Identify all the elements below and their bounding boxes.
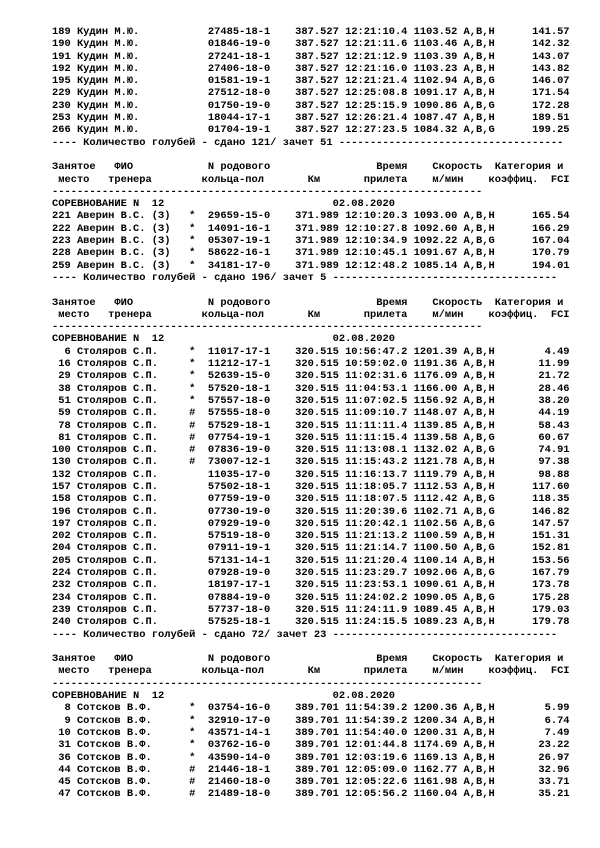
result-row: 45 Сотсков В.Ф. # 21460-18-0 389.701 12:05:22.6 1161.98 A,B,H 33.71 (52, 776, 570, 789)
result-row: 221 Аверин В.С. (З) * 29659-15-0 371.989 12:10:20.3 1093.00 A,B,H 165.54 (52, 210, 570, 223)
result-row: 132 Столяров С.П. 11035-17-0 320.515 11:16:13.7 1119.79 A,B,H 98.88 (52, 468, 570, 481)
result-row: 195 Кудин М.Ю. 01581-19-1 387.527 12:21:21.4 1102.94 A,B,G 146.07 (52, 75, 570, 88)
block-gap (52, 149, 570, 161)
result-row: 224 Столяров С.П. 07928-19-0 320.515 11:23:29.7 1092.06 A,B,G 167.79 (52, 567, 570, 580)
result-row: 228 Аверин В.С. (З) * 58622-16-1 371.989 12:10:45.1 1091.67 A,B,H 170.79 (52, 247, 570, 260)
result-row: 202 Столяров С.П. 57519-18-0 320.515 11:21:13.2 1100.59 A,B,H 151.31 (52, 530, 570, 543)
result-row: 36 Сотсков В.Ф. * 43590-14-0 389.701 12:03:19.6 1169.13 A,B,H 26.97 (52, 751, 570, 764)
result-row: 234 Столяров С.П. 07884-19-0 320.515 11:24:02.2 1090.05 A,B,G 175.28 (52, 591, 570, 604)
result-row: 16 Столяров С.П. * 11212-17-1 320.515 10:59:02.0 1191.36 A,B,H 11.99 (52, 358, 570, 371)
separator-line: --------------------------------------------------------------------- (52, 677, 483, 690)
separator-line: --------------------------------------------------------------------- (52, 185, 483, 198)
result-row: 240 Столяров С.П. 57525-18-1 320.515 11:24:15.5 1089.23 A,B,H 179.78 (52, 616, 570, 629)
result-row: 259 Аверин В.С. (З) * 34181-17-0 371.989 12:12:48.2 1085.14 A,B,H 194.01 (52, 259, 570, 272)
result-row: 44 Сотсков В.Ф. # 21446-18-1 389.701 12:05:09.0 1162.77 A,B,H 32.96 (52, 763, 570, 776)
result-row: 189 Кудин М.Ю. 27485-18-1 387.527 12:21:10.4 1103.52 A,B,H 141.57 (52, 26, 570, 38)
result-row: 192 Кудин М.Ю. 27406-18-0 387.527 12:21:16.0 1103.23 A,B,H 143.82 (52, 62, 570, 75)
result-row: 223 Аверин В.С. (З) * 05307-19-1 371.989 12:10:34.9 1092.22 A,B,G 167.04 (52, 235, 570, 248)
result-row: 158 Столяров С.П. 07759-19-0 320.515 11:18:07.5 1112.42 A,B,G 118.35 (52, 493, 570, 506)
pigeon-count-footer: ---- Количество голубей - сдано 121/ зачет 51 ------------------------------------ (52, 136, 564, 149)
result-row: 29 Столяров С.П. * 52639-15-0 320.515 11:02:31.6 1176.09 A,B,H 21.72 (52, 370, 570, 383)
result-row: 191 Кудин М.Ю. 27241-18-1 387.527 12:21:12.9 1103.39 A,B,H 143.07 (52, 50, 570, 63)
result-row: 81 Столяров С.П. # 07754-19-1 320.515 11:11:15.4 1139.58 A,B,G 60.67 (52, 431, 570, 444)
result-row: 47 Сотсков В.Ф. # 21489-18-0 389.701 12:05:56.2 1160.04 A,B,H 35.21 (52, 788, 570, 801)
result-row: 222 Аверин В.С. (З) * 14091-16-1 371.989 12:10:27.8 1092.60 A,B,H 166.29 (52, 222, 570, 235)
result-row: 196 Столяров С.П. 07730-19-0 320.515 11:20:39.6 1102.71 A,B,G 146.82 (52, 505, 570, 518)
result-row: 31 Сотсков В.Ф. * 03762-16-0 389.701 12:01:44.8 1174.69 A,B,H 23.22 (52, 739, 570, 752)
competition-title: СОРЕВНОВАНИЕ N 12 02.08.2020 (52, 333, 395, 346)
column-header-line-1: Занятое ФИО N родового Время Скорость Категория и (52, 161, 564, 174)
column-header-line-2: место тренера кольца-пол Км прилета м/мин коэффиц. FCI (52, 173, 570, 186)
result-row: 205 Столяров С.П. 57131-14-1 320.515 11:21:20.4 1100.14 A,B,H 153.56 (52, 554, 570, 567)
pigeon-count-footer: ---- Количество голубей - сдано 72/ зачет 23 ------------------------------------ (52, 628, 558, 641)
result-row: 157 Столяров С.П. 57502-18-1 320.515 11:18:05.7 1112.53 A,B,H 117.60 (52, 480, 570, 493)
result-row: 204 Столяров С.П. 07911-19-1 320.515 11:21:14.7 1100.50 A,B,G 152.81 (52, 542, 570, 555)
result-row: 6 Столяров С.П. * 11017-17-1 320.515 10:56:47.2 1201.39 A,B,H 4.49 (52, 345, 570, 358)
separator-line: --------------------------------------------------------------------- (52, 321, 483, 334)
result-row: 190 Кудин М.Ю. 01846-19-0 387.527 12:21:11.6 1103.46 A,B,H 142.32 (52, 38, 570, 51)
column-header-line-1: Занятое ФИО N родового Время Скорость Категория и (52, 653, 564, 666)
column-header-line-2: место тренера кольца-пол Км прилета м/мин коэффиц. FCI (52, 665, 570, 678)
result-row: 8 Сотсков В.Ф. * 03754-16-0 389.701 11:54:39.2 1200.36 A,B,H 5.99 (52, 702, 570, 715)
result-row: 232 Столяров С.П. 18197-17-1 320.515 11:23:53.1 1090.61 A,B,H 173.78 (52, 579, 570, 592)
result-row: 9 Сотсков В.Ф. * 32910-17-0 389.701 11:54:39.2 1200.34 A,B,H 6.74 (52, 714, 570, 727)
column-header-line-2: место тренера кольца-пол Км прилета м/мин коэффиц. FCI (52, 308, 570, 321)
result-row: 78 Столяров С.П. # 57529-18-1 320.515 11:11:11.4 1139.85 A,B,H 58.43 (52, 419, 570, 432)
pigeon-count-footer: ---- Количество голубей - сдано 196/ зачет 5 ------------------------------------ (52, 271, 558, 284)
result-row: 197 Столяров С.П. 07929-19-0 320.515 11:20:42.1 1102.56 A,B,G 147.57 (52, 517, 570, 530)
block-gap (52, 284, 570, 296)
result-row: 38 Столяров С.П. * 57520-18-1 320.515 11:04:53.1 1166.00 A,B,H 28.46 (52, 382, 570, 395)
result-row: 100 Столяров С.П. # 07836-19-0 320.515 11:13:08.1 1132.02 A,B,G 74.91 (52, 444, 570, 457)
competition-title: СОРЕВНОВАНИЕ N 12 02.08.2020 (52, 198, 395, 211)
result-row: 59 Столяров С.П. # 57555-18-0 320.515 11:09:10.7 1148.07 A,B,H 44.19 (52, 407, 570, 420)
result-row: 51 Столяров С.П. * 57557-18-0 320.515 11:07:02.5 1156.92 A,B,H 38.20 (52, 394, 570, 407)
result-row: 130 Столяров С.П. # 73007-12-1 320.515 11:15:43.2 1121.78 A,B,H 97.38 (52, 456, 570, 469)
block-gap (52, 641, 570, 653)
results-sheet (52, 26, 570, 801)
competition-title: СОРЕВНОВАНИЕ N 12 02.08.2020 (52, 690, 395, 703)
result-row: 253 Кудин М.Ю. 18044-17-1 387.527 12:26:21.4 1087.47 A,B,H 189.51 (52, 112, 570, 125)
result-row: 10 Сотсков В.Ф. * 43571-14-1 389.701 11:54:40.0 1200.31 A,B,H 7.49 (52, 726, 570, 739)
column-header-line-1: Занятое ФИО N родового Время Скорость Категория и (52, 296, 564, 309)
result-row: 229 Кудин М.Ю. 27512-18-0 387.527 12:25:08.8 1091.17 A,B,H 171.54 (52, 87, 570, 100)
result-row: 230 Кудин М.Ю. 01750-19-0 387.527 12:25:15.9 1090.86 A,B,G 172.28 (52, 99, 570, 112)
result-row: 239 Столяров С.П. 57737-18-0 320.515 11:24:11.9 1089.45 A,B,H 179.03 (52, 603, 570, 616)
result-row: 266 Кудин М.Ю. 01704-19-1 387.527 12:27:23.5 1084.32 A,B,G 199.25 (52, 124, 570, 137)
